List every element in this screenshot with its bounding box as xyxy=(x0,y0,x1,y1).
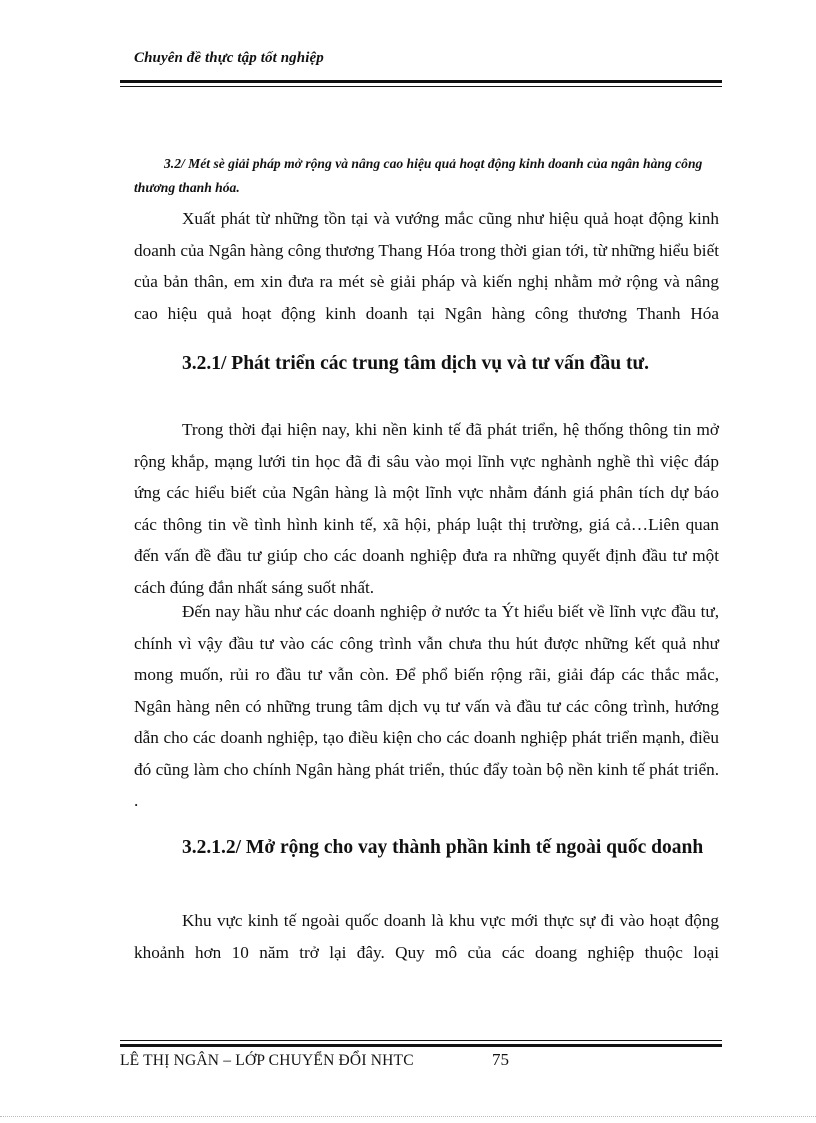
heading-3-2-1-2: 3.2.1.2/ Mở rộng cho vay thành phần kinh tế ngoài quốc doanh xyxy=(182,837,704,858)
header-rule-thick xyxy=(120,80,722,83)
paragraph-2: Trong thời đại hiện nay, khi nền kinh tế đã phát triển, hệ thống thông tin mở rộng khắp, mạng lưới tin học đã đi sâu vào mọi lĩnh vực nghành nghề thì việc đáp ứng các hiểu biết của Ngân hàng là một lĩnh vực nhằm đánh giá phân tích dự báo các thông tin về tình hình kinh tế, xã hội, pháp luật thị trường, giá cả…Liên quan đến vấn đề đầu tư giúp cho các doanh nghiệp đưa ra những quyết định đầu tư một cách đúng đắn nhất sáng suốt nhất. xyxy=(134,420,719,597)
heading-3-2-1: 3.2.1/ Phát triển các trung tâm dịch vụ và tư vấn đầu tư. xyxy=(182,353,650,374)
section-intro: 3.2/ Mét sè giải pháp mở rộng và nâng cao hiệu quả hoạt động kinh doanh của ngân hàng công thương thanh hóa. xyxy=(134,156,703,195)
paragraph-1: Xuất phát từ những tồn tại và vướng mắc cũng như hiệu quả hoạt động kinh doanh của Ngân hàng công thương Thang Hóa trong thời gian tới, từ những hiểu biết của bản thân, em xin đưa ra mét sè giải pháp và kiến nghị nhằm mở rộng và nâng cao hiệu quả hoạt động kinh doanh tại Ngân hàng công thương Thanh Hóa xyxy=(134,209,719,323)
bottom-dotted-line xyxy=(0,1116,816,1117)
footer-rule-thin xyxy=(120,1040,722,1041)
header-rule-thin xyxy=(120,86,722,87)
header-title: Chuyên đề thực tập tốt nghiệp xyxy=(134,50,324,66)
paragraph-4: Khu vực kinh tế ngoài quốc doanh là khu vực mới thực sự đi vào hoạt động khoảnh hơn 10 năm trở lại đây. Quy mô của các doang nghiệp thuộc loại xyxy=(134,911,719,962)
page-number: 75 xyxy=(492,1050,509,1069)
paragraph-3: Đến nay hầu như các doanh nghiệp ở nước ta Ýt hiểu biết về lĩnh vực đầu tư, chính vì vậy đầu tư vào các công trình vẫn chưa thu hút được những kết quả như mong muốn, rủi ro đầu tư vẫn còn. Để phổ biến rộng rãi, giải đáp các thắc mắc, Ngân hàng nên có những trung tâm dịch vụ tư vấn và đầu tư các công trình, hướng dẫn cho các doanh nghiệp, tạo điều kiện cho các doanh nghiệp phát triển mạnh, điều đó cũng làm cho chính Ngân hàng phát triển, thúc đẩy toàn bộ nền kinh tế phát triển. . xyxy=(134,602,719,810)
footer-author: LÊ THỊ NGÂN – LỚP CHUYỂN ĐỔI NHTC xyxy=(120,1052,414,1069)
footer-rule-thick xyxy=(120,1044,722,1047)
